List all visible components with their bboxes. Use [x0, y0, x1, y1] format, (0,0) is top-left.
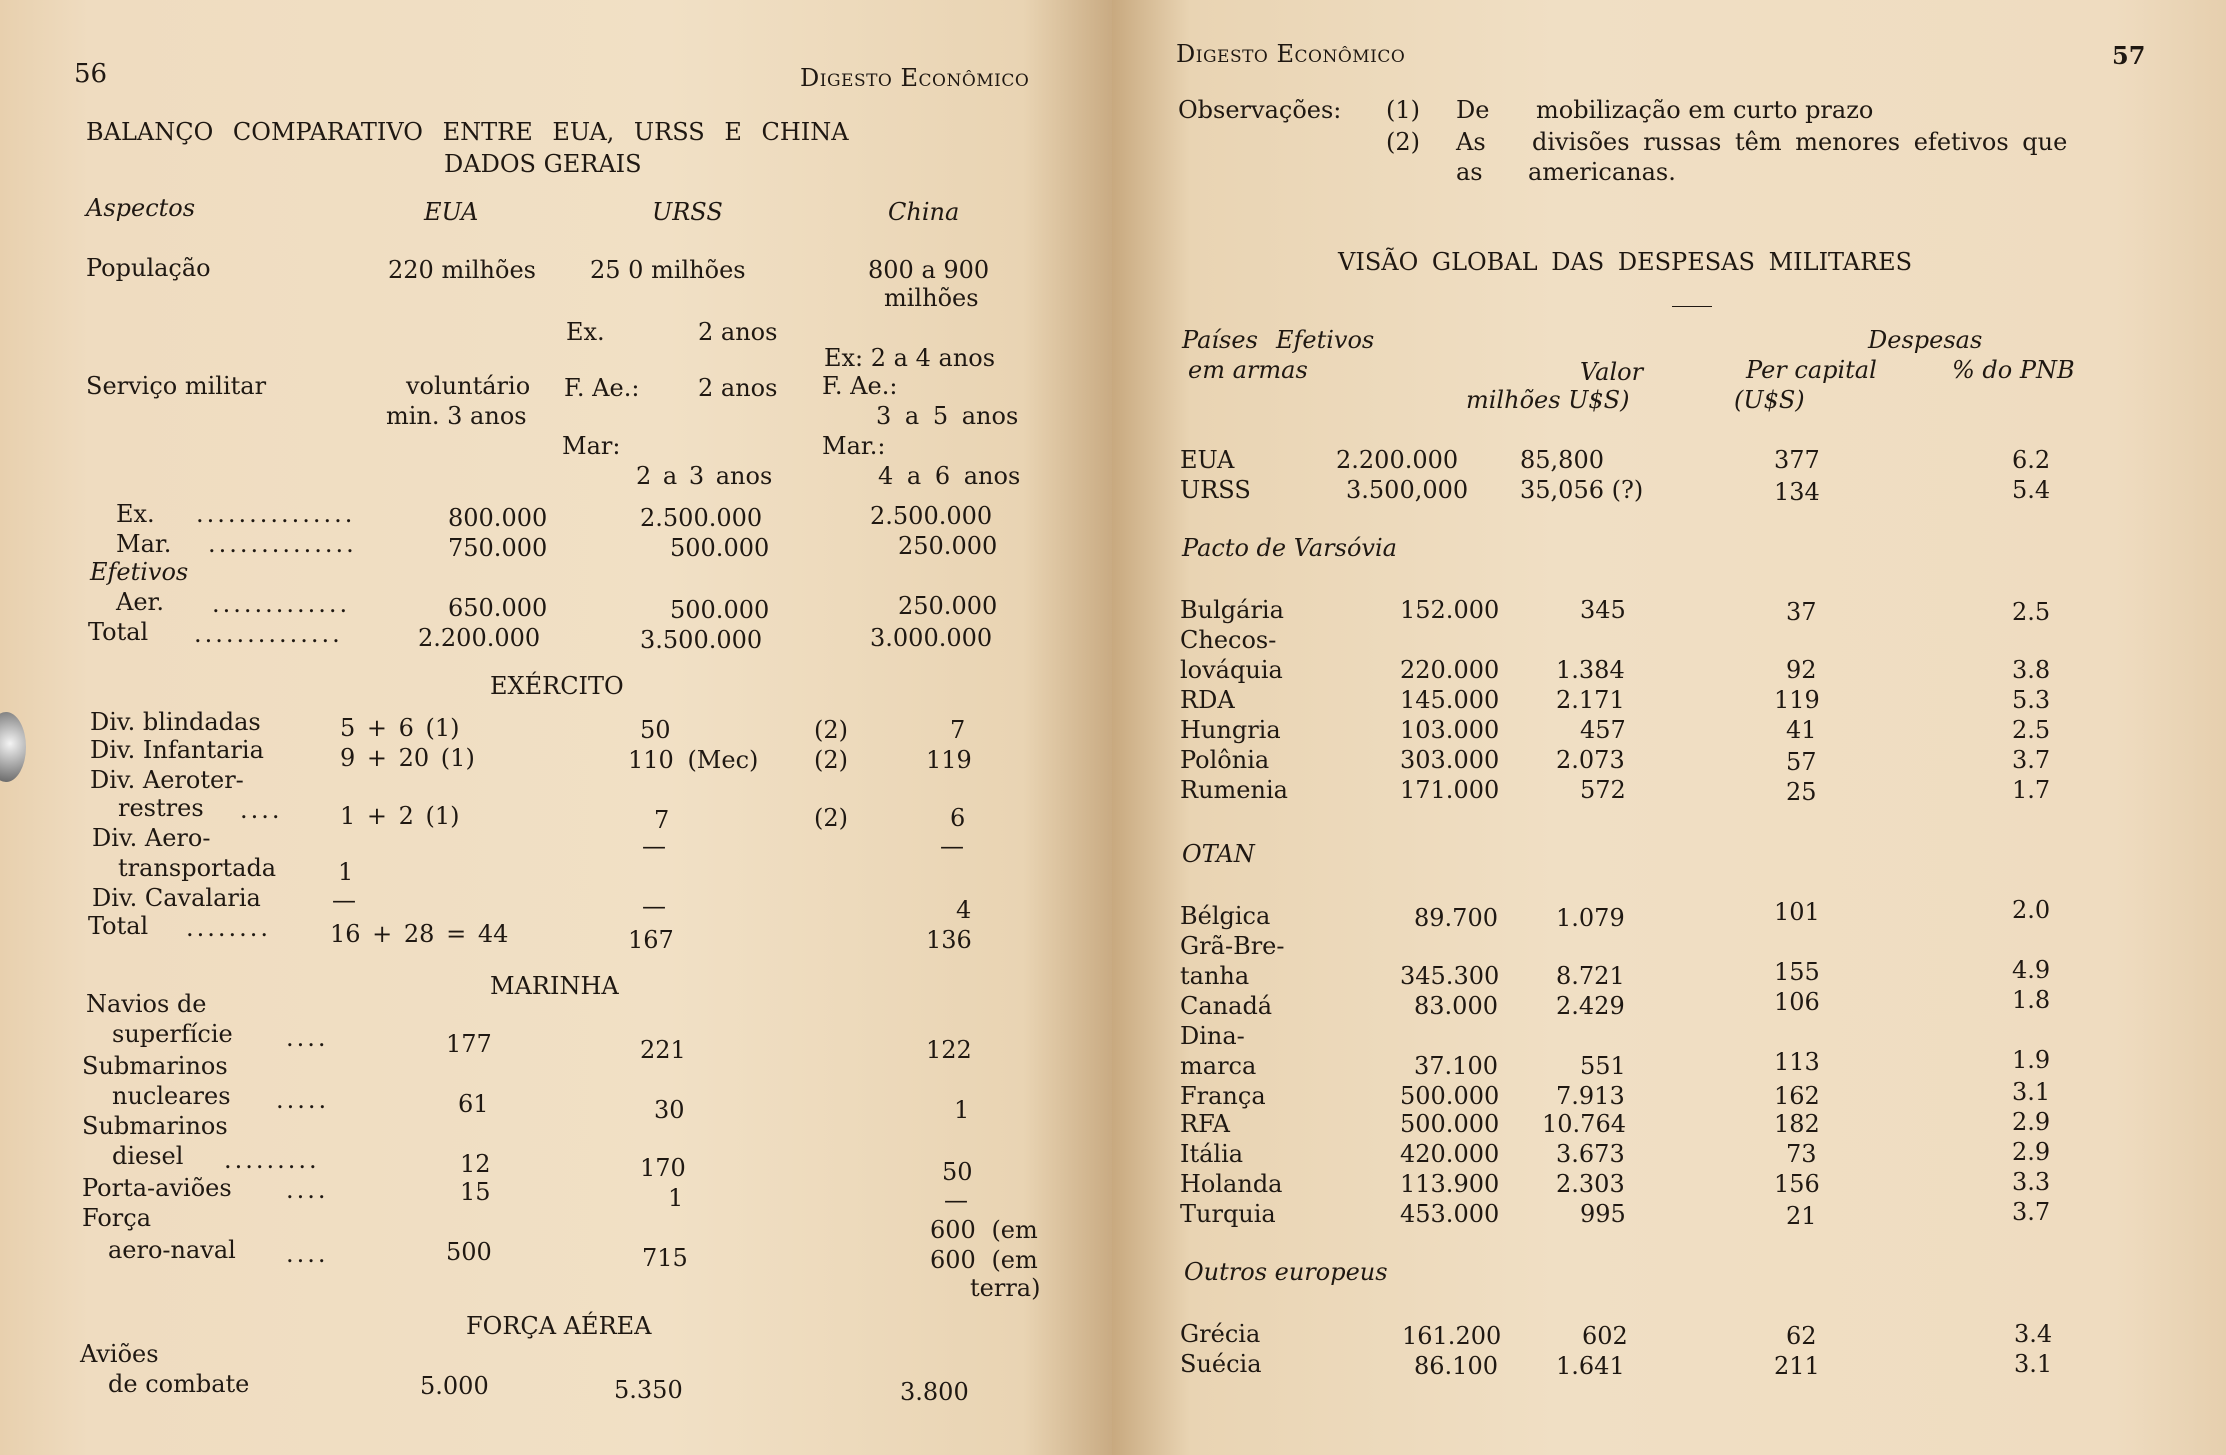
row-label: Aviões — [80, 1340, 159, 1368]
country-name: Rumenia — [1180, 776, 1288, 804]
country-name: Suécia — [1180, 1350, 1262, 1378]
col-header-efetivos: Efetivos — [1276, 326, 1375, 354]
obs-number: (2) — [1386, 128, 1420, 156]
cell-value: 9 + 20 (1) — [340, 744, 475, 772]
cell-value: 345.300 — [1400, 962, 1500, 990]
row-label: Efetivos — [90, 558, 189, 586]
cell-value: 113.900 — [1400, 1170, 1500, 1198]
col-header-valor: Valor — [1580, 358, 1644, 386]
leader-dots: .... — [286, 1176, 329, 1204]
cell-value: 4 — [956, 896, 972, 924]
col-header-eua: EUA — [424, 198, 479, 226]
country-name: EUA — [1180, 446, 1235, 474]
cell-value: F. Ae.: — [822, 372, 898, 400]
cell-value: 89.700 — [1414, 904, 1498, 932]
cell-value: 3.7 — [2012, 746, 2051, 774]
cell-value: 211 — [1774, 1352, 1820, 1380]
cell-value: 2.500.000 — [870, 502, 993, 530]
obs-number: (1) — [1386, 96, 1420, 124]
cell-value: 3.673 — [1556, 1140, 1625, 1168]
cell-value: 134 — [1774, 478, 1820, 506]
cell-value: 8.721 — [1556, 962, 1625, 990]
leader-dots: ............... — [196, 500, 356, 528]
col-header-uss: (U$S) — [1734, 386, 1805, 414]
cell-value: milhões — [884, 284, 979, 312]
country-name: Dina- — [1180, 1022, 1245, 1050]
cell-value: 453.000 — [1400, 1200, 1500, 1228]
row-label: aero-naval — [108, 1236, 236, 1264]
cell-value: 3.000.000 — [870, 624, 993, 652]
cell-value: 5 + 6 (1) — [340, 714, 460, 742]
section-heading: MARINHA — [490, 972, 619, 1000]
cell-value: 177 — [446, 1030, 492, 1058]
cell-value: 136 — [926, 926, 972, 954]
row-label: Div. Infantaria — [90, 736, 264, 764]
col-header-urss: URSS — [652, 198, 723, 226]
cell-value: 3.3 — [2012, 1168, 2051, 1196]
cell-value: 1.9 — [2012, 1046, 2051, 1074]
row-label: População — [86, 254, 211, 282]
obs-label: Observações: — [1178, 96, 1342, 124]
leader-dots: .... — [240, 796, 283, 824]
cell-value: 2.5 — [2012, 598, 2051, 626]
cell-value: 1.8 — [2012, 986, 2051, 1014]
col-header-paises: Países — [1182, 326, 1258, 354]
leader-dots: .... — [286, 1024, 329, 1052]
cell-value: 83.000 — [1414, 992, 1498, 1020]
cell-value: 2 a 3 anos — [636, 462, 773, 490]
country-name: Polônia — [1180, 746, 1270, 774]
row-label: Div. Cavalaria — [92, 884, 261, 912]
row-label: Serviço militar — [86, 372, 267, 400]
cell-value: 37.100 — [1414, 1052, 1498, 1080]
cell-value: 5.000 — [420, 1372, 489, 1400]
cell-value: 2.171 — [1556, 686, 1625, 714]
country-name: França — [1180, 1082, 1266, 1110]
cell-value: 7 — [654, 806, 670, 834]
country-name: Grécia — [1180, 1320, 1261, 1348]
cell-value: 7 — [950, 716, 966, 744]
cell-value: 73 — [1786, 1140, 1817, 1168]
cell-value: 303.000 — [1400, 746, 1500, 774]
cell-value: F. Ae.: — [564, 374, 640, 402]
cell-value: 1 + 2 (1) — [340, 802, 460, 830]
cell-value: 41 — [1786, 716, 1817, 744]
row-label: restres — [118, 794, 204, 822]
cell-value: 12 — [460, 1150, 491, 1178]
cell-value: 500 — [446, 1238, 492, 1266]
cell-value: 250.000 — [898, 592, 998, 620]
cell-value: 800 a 900 — [868, 256, 990, 284]
country-name: URSS — [1180, 476, 1251, 504]
cell-value: 119 — [926, 746, 972, 774]
cell-value: 21 — [1786, 1202, 1817, 1230]
row-label: nucleares — [112, 1082, 231, 1110]
cell-value: — — [940, 832, 964, 860]
obs-text: As — [1456, 128, 1486, 156]
cell-value: terra) — [970, 1274, 1041, 1302]
cell-value: 110 (Mec) — [628, 746, 759, 774]
cell-value: 600 (em — [930, 1246, 1038, 1274]
cell-value: 152.000 — [1400, 596, 1500, 624]
row-label: diesel — [112, 1142, 184, 1170]
cell-value: 600 (em — [930, 1216, 1038, 1244]
country-name: RDA — [1180, 686, 1235, 714]
country-name: Grã-Bre- — [1180, 932, 1285, 960]
running-head: Digesto Econômico — [1176, 40, 1406, 68]
row-label: Porta-aviões — [82, 1174, 232, 1202]
row-label: Aer. — [116, 588, 164, 616]
cell-value: 345 — [1580, 596, 1626, 624]
cell-value: 2.200.000 — [1336, 446, 1459, 474]
row-label: transportada — [118, 854, 277, 882]
row-label: Div. Aero- — [92, 824, 211, 852]
cell-value: 572 — [1580, 776, 1626, 804]
row-label: de combate — [108, 1370, 250, 1398]
cell-value: 3.500.000 — [640, 626, 763, 654]
cell-value: 85,800 — [1520, 446, 1604, 474]
leader-dots: ............. — [212, 590, 351, 618]
cell-value: 420.000 — [1400, 1140, 1500, 1168]
leader-dots: ........ — [186, 914, 272, 942]
cell-value: 50 — [942, 1158, 973, 1186]
country-name: Turquia — [1180, 1200, 1276, 1228]
cell-value: 2.0 — [2012, 896, 2051, 924]
cell-value: 551 — [1580, 1052, 1626, 1080]
cell-value: 1 — [954, 1096, 970, 1124]
cell-value: 2.500.000 — [640, 504, 763, 532]
row-label: Total — [88, 912, 149, 940]
cell-value: 167 — [628, 926, 674, 954]
page-subtitle: DADOS GERAIS — [444, 150, 642, 178]
country-name: Holanda — [1180, 1170, 1283, 1198]
cell-value: 3.7 — [2012, 1198, 2051, 1226]
cell-value: 57 — [1786, 748, 1817, 776]
cell-value: 61 — [458, 1090, 489, 1118]
cell-value: 3.1 — [2012, 1078, 2051, 1106]
cell-value: 6 — [950, 804, 966, 832]
cell-value: 5.3 — [2012, 686, 2051, 714]
country-name: RFA — [1180, 1110, 1230, 1138]
cell-value: 7.913 — [1556, 1082, 1625, 1110]
cell-value: (2) — [814, 716, 848, 744]
section-heading: FORÇA AÉREA — [466, 1312, 652, 1340]
section-heading: Outros europeus — [1184, 1258, 1388, 1286]
cell-value: 3 a 5 anos — [876, 402, 1019, 430]
obs-text: as — [1456, 158, 1483, 186]
col-header-milhoes: milhões U$S) — [1466, 386, 1630, 414]
cell-value: 10.764 — [1542, 1110, 1626, 1138]
cell-value: 2 anos — [698, 318, 778, 346]
paper-clip — [0, 712, 26, 782]
cell-value: 457 — [1580, 716, 1626, 744]
cell-value: 500.000 — [670, 534, 770, 562]
cell-value: Ex. — [566, 318, 605, 346]
cell-value: 3.4 — [2014, 1320, 2053, 1348]
row-label: Submarinos — [82, 1052, 228, 1080]
row-label: Mar. — [116, 530, 172, 558]
cell-value: 6.2 — [2012, 446, 2051, 474]
cell-value: 500.000 — [1400, 1082, 1500, 1110]
country-name: Bulgária — [1180, 596, 1284, 624]
cell-value: 500.000 — [670, 596, 770, 624]
cell-value: 1.641 — [1556, 1352, 1625, 1380]
cell-value: 2.200.000 — [418, 624, 541, 652]
cell-value: 92 — [1786, 656, 1817, 684]
section-heading: OTAN — [1182, 840, 1255, 868]
cell-value: 62 — [1786, 1322, 1817, 1350]
row-label: Div. blindadas — [90, 708, 261, 736]
row-label: superfície — [112, 1020, 233, 1048]
rule — [1672, 306, 1712, 307]
cell-value: 1.7 — [2012, 776, 2051, 804]
col-header-despesas: Despesas — [1868, 326, 1983, 354]
right-page — [1112, 0, 2226, 1455]
cell-value: 15 — [460, 1178, 491, 1206]
cell-value: Mar: — [562, 432, 621, 460]
cell-value: 106 — [1774, 988, 1820, 1016]
col-header-china: China — [888, 198, 960, 226]
cell-value: 800.000 — [448, 504, 548, 532]
row-label: Div. Aeroter- — [90, 766, 244, 794]
cell-value: 220 milhões — [388, 256, 536, 284]
cell-value: 4.9 — [2012, 956, 2051, 984]
country-name: Itália — [1180, 1140, 1244, 1168]
cell-value: — — [642, 832, 666, 860]
cell-value: 103.000 — [1400, 716, 1500, 744]
section-heading: EXÉRCITO — [490, 672, 624, 700]
obs-text: divisões russas têm menores efetivos que — [1532, 128, 2068, 156]
obs-text: De — [1456, 96, 1490, 124]
cell-value: 4 a 6 anos — [878, 462, 1021, 490]
cell-value: 250.000 — [898, 532, 998, 560]
left-page — [0, 0, 1112, 1455]
country-name: Bélgica — [1180, 902, 1271, 930]
cell-value: 221 — [640, 1036, 686, 1064]
col-header-aspectos: Aspectos — [86, 194, 196, 222]
row-label: Total — [88, 618, 149, 646]
country-name: tanha — [1180, 962, 1250, 990]
cell-value: 161.200 — [1402, 1322, 1502, 1350]
row-label: Força — [82, 1204, 152, 1232]
cell-value: 155 — [1774, 958, 1820, 986]
cell-value: 86.100 — [1414, 1352, 1498, 1380]
row-label: Ex. — [116, 500, 155, 528]
cell-value: Mar.: — [822, 432, 886, 460]
cell-value: Ex: 2 a 4 anos — [824, 344, 996, 372]
cell-value: 156 — [1774, 1170, 1820, 1198]
cell-value: 1.079 — [1556, 904, 1625, 932]
cell-value: 162 — [1774, 1082, 1820, 1110]
cell-value: 3.500,000 — [1346, 476, 1469, 504]
cell-value: 1 — [338, 858, 354, 886]
running-head: Digesto Econômico — [800, 64, 1030, 92]
cell-value: 1 — [668, 1184, 684, 1212]
cell-value: 2.9 — [2012, 1108, 2051, 1136]
cell-value: — — [642, 892, 666, 920]
cell-value: 25 0 milhões — [590, 256, 746, 284]
cell-value: 119 — [1774, 686, 1820, 714]
obs-text: americanas. — [1528, 158, 1676, 186]
cell-value: 220.000 — [1400, 656, 1500, 684]
row-label: Navios de — [86, 990, 207, 1018]
cell-value: voluntário — [406, 372, 531, 400]
cell-value: 113 — [1774, 1048, 1820, 1076]
col-header-per-capital: Per capital — [1746, 356, 1877, 384]
cell-value: 2.429 — [1556, 992, 1625, 1020]
cell-value: 50 — [640, 716, 671, 744]
col-header-em-armas: em armas — [1188, 356, 1308, 384]
page-number: 56 — [74, 59, 108, 89]
cell-value: 1.384 — [1556, 656, 1625, 684]
page-number: 57 — [2112, 41, 2146, 70]
table-title: VISÃO GLOBAL DAS DESPESAS MILITARES — [1338, 248, 1913, 276]
cell-value: 3.8 — [2012, 656, 2051, 684]
cell-value: 122 — [926, 1036, 972, 1064]
col-header-pnb: % do PNB — [1952, 356, 2075, 384]
cell-value: 101 — [1774, 898, 1820, 926]
cell-value: 500.000 — [1400, 1110, 1500, 1138]
cell-value: 377 — [1774, 446, 1820, 474]
leader-dots: ..... — [276, 1086, 330, 1114]
cell-value: 5.350 — [614, 1376, 683, 1404]
cell-value: 2.073 — [1556, 746, 1625, 774]
cell-value: 30 — [654, 1096, 685, 1124]
cell-value: (2) — [814, 746, 848, 774]
cell-value: 5.4 — [2012, 476, 2051, 504]
country-name: lováquia — [1180, 656, 1283, 684]
country-name: marca — [1180, 1052, 1257, 1080]
cell-value: 182 — [1774, 1110, 1820, 1138]
cell-value: 170 — [640, 1154, 686, 1182]
cell-value: 2 anos — [698, 374, 778, 402]
cell-value: 2.303 — [1556, 1170, 1625, 1198]
cell-value: 2.5 — [2012, 716, 2051, 744]
cell-value: 37 — [1786, 598, 1817, 626]
leader-dots: .............. — [208, 530, 357, 558]
cell-value: 715 — [642, 1244, 688, 1272]
obs-text: mobilização em curto prazo — [1536, 96, 1874, 124]
cell-value: 16 + 28 = 44 — [330, 920, 509, 948]
cell-value: 3.1 — [2014, 1350, 2053, 1378]
cell-value: 995 — [1580, 1200, 1626, 1228]
row-label: Submarinos — [82, 1112, 228, 1140]
cell-value: (2) — [814, 804, 848, 832]
country-name: Checos- — [1180, 626, 1277, 654]
cell-value: 25 — [1786, 778, 1817, 806]
cell-value: 145.000 — [1400, 686, 1500, 714]
cell-value: 750.000 — [448, 534, 548, 562]
cell-value: 2.9 — [2012, 1138, 2051, 1166]
cell-value: — — [944, 1186, 968, 1214]
cell-value: 3.800 — [900, 1378, 969, 1406]
cell-value: 602 — [1582, 1322, 1628, 1350]
cell-value: 171.000 — [1400, 776, 1500, 804]
leader-dots: .............. — [194, 620, 343, 648]
section-heading: Pacto de Varsóvia — [1182, 534, 1397, 562]
cell-value: min. 3 anos — [386, 402, 527, 430]
country-name: Canadá — [1180, 992, 1273, 1020]
cell-value: 650.000 — [448, 594, 548, 622]
leader-dots: ......... — [224, 1146, 320, 1174]
cell-value: — — [332, 886, 356, 914]
leader-dots: .... — [286, 1240, 329, 1268]
country-name: Hungria — [1180, 716, 1281, 744]
page-title: BALANÇO COMPARATIVO ENTRE EUA, URSS E CHINA — [86, 118, 849, 146]
cell-value: 35,056 (?) — [1520, 476, 1644, 504]
